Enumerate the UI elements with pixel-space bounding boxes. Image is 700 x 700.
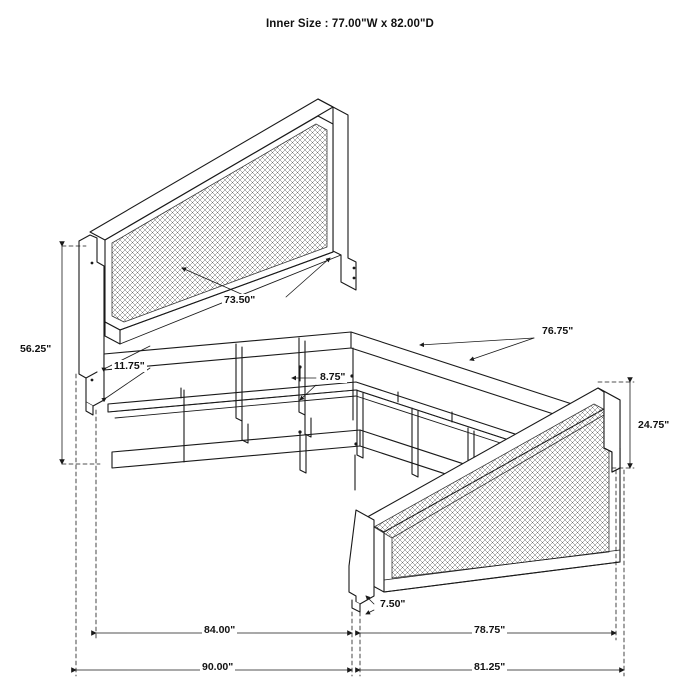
dim-headboard-height-total: 56.25" (20, 343, 52, 355)
dim-headboard-width: 73.50" (224, 294, 256, 306)
dim-footboard-height: 24.75" (638, 419, 670, 431)
dim-slat-height: 8.75" (320, 371, 346, 383)
dim-leg-clearance: 7.50" (380, 598, 406, 610)
dim-overall-length-outer: 90.00" (202, 661, 234, 673)
dim-side-rail-length: 76.75" (542, 325, 574, 337)
dim-rail-to-slat-height: 11.75" (114, 360, 145, 372)
dim-overall-width-inner: 78.75" (474, 624, 506, 636)
page-title: Inner Size : 77.00"W x 82.00"D (266, 18, 434, 30)
dim-overall-width-outer: 81.25" (474, 661, 506, 673)
dim-overall-length-inner: 84.00" (204, 624, 236, 636)
